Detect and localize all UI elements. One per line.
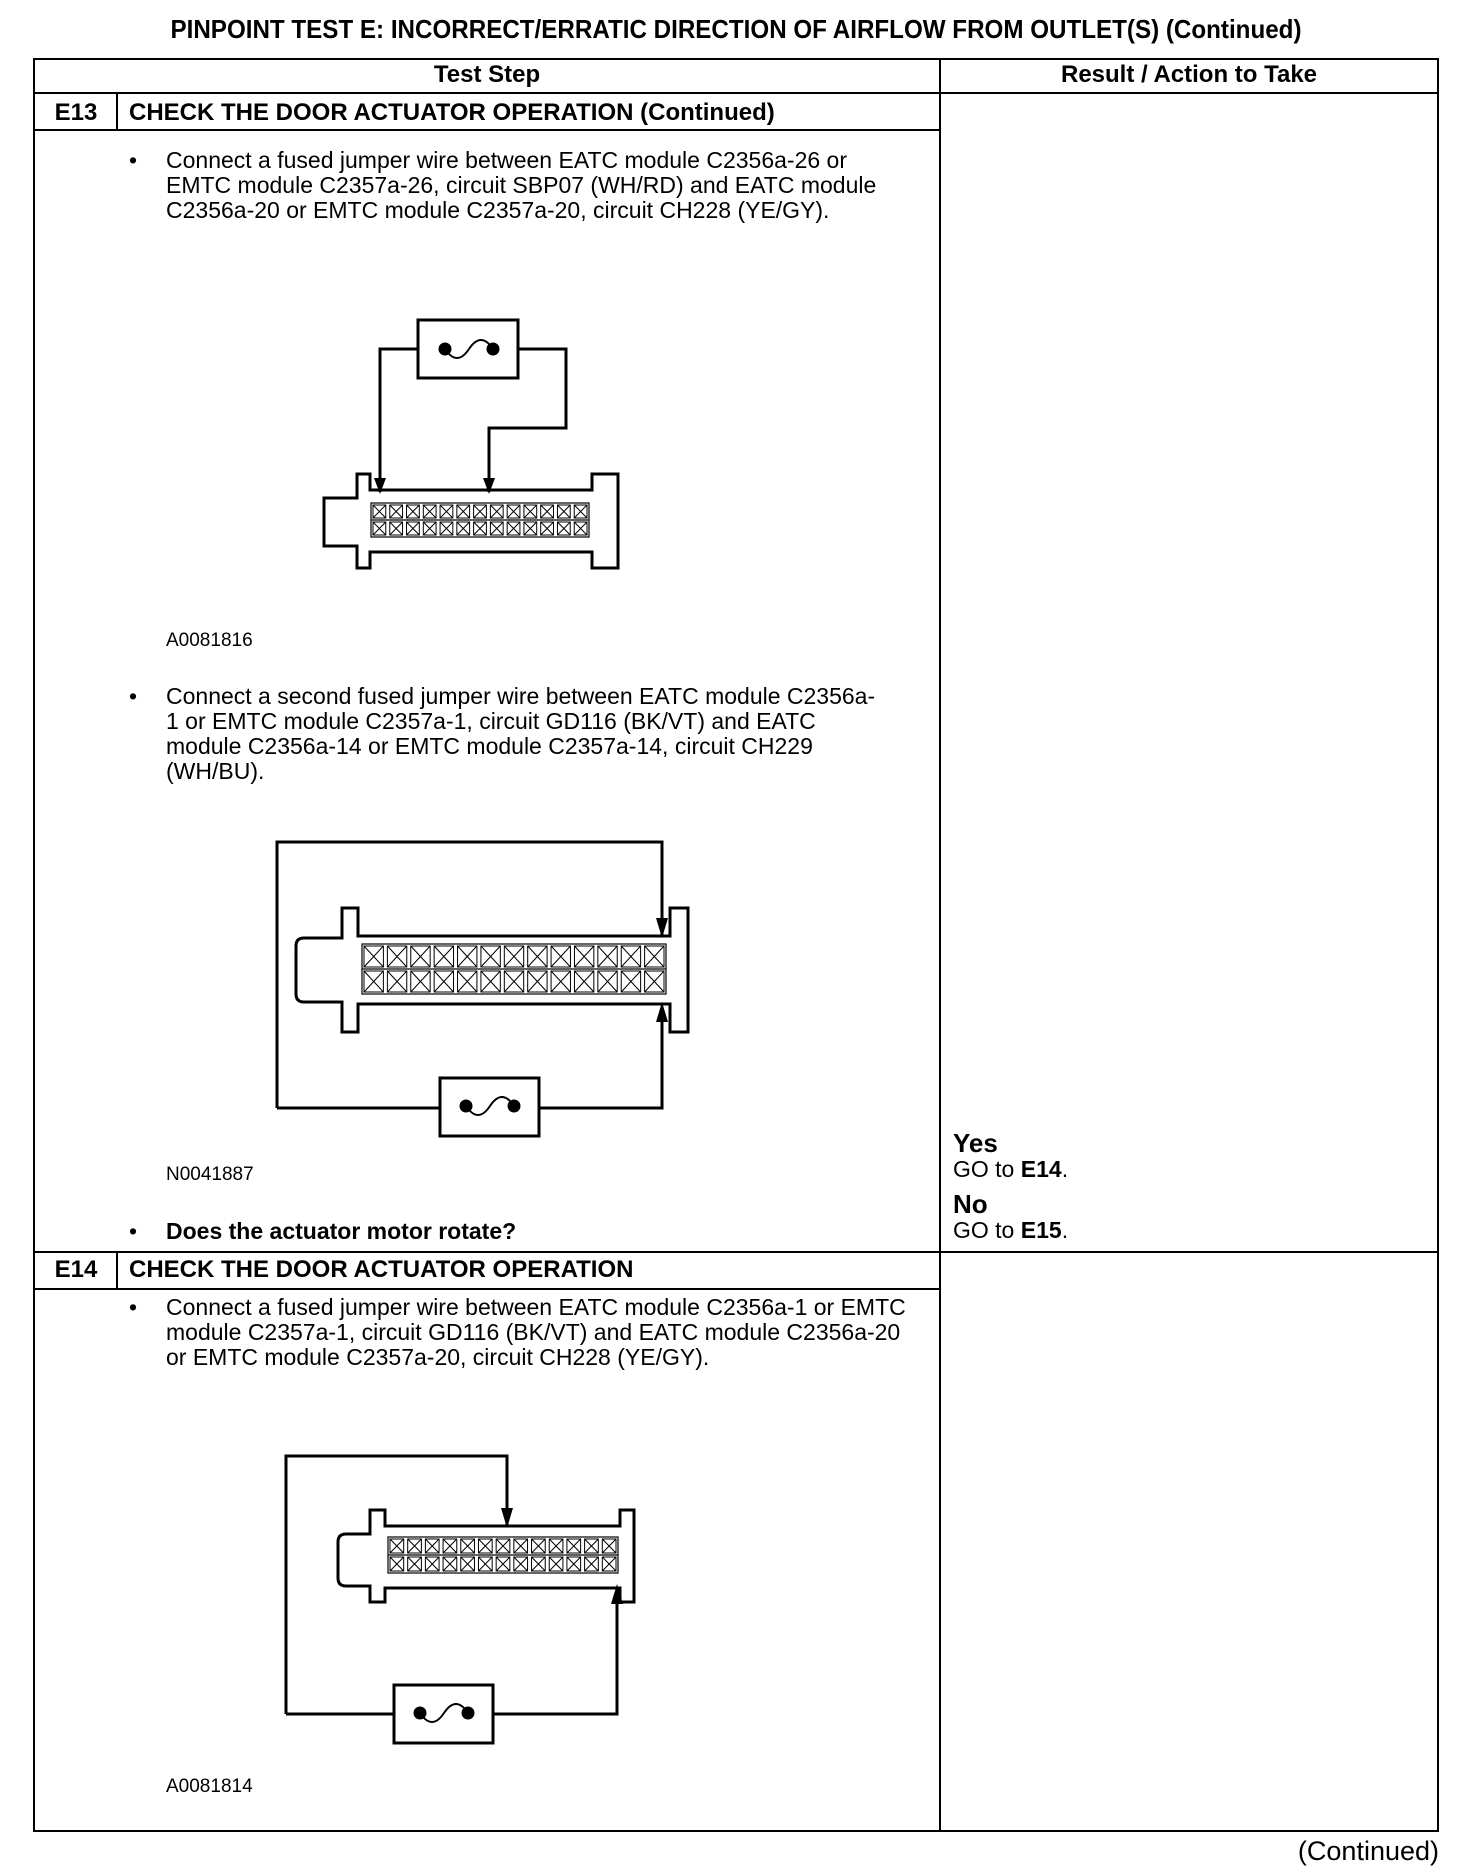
terminal-pin bbox=[434, 946, 453, 967]
terminal-pin bbox=[541, 505, 554, 518]
terminal-pin bbox=[507, 522, 520, 535]
terminal-pin bbox=[507, 505, 520, 518]
terminal-pin bbox=[585, 1539, 599, 1553]
terminal-pin bbox=[443, 1557, 457, 1571]
terminal-pin bbox=[457, 505, 470, 518]
jumper-wire bbox=[380, 349, 418, 492]
terminal-pin bbox=[411, 946, 430, 967]
terminal-pin bbox=[574, 971, 593, 992]
result-action: GO to bbox=[953, 1156, 1021, 1182]
page-title: PINPOINT TEST E: INCORRECT/ERRATIC DIRECTION OF AIRFLOW FROM OUTLET(S) (Continued) bbox=[170, 14, 1302, 44]
terminal-pin bbox=[504, 971, 523, 992]
terminal-pin bbox=[514, 1557, 528, 1571]
arrow-head bbox=[374, 478, 386, 494]
connector-body bbox=[324, 474, 618, 568]
terminal-pin bbox=[532, 1539, 546, 1553]
fuse-terminal bbox=[463, 1708, 473, 1718]
terminal-pin bbox=[621, 946, 640, 967]
step-title-e14: CHECK THE DOOR ACTUATOR OPERATION bbox=[129, 1256, 634, 1283]
fuse-symbol bbox=[420, 1704, 468, 1722]
fuse-terminal bbox=[488, 344, 498, 354]
terminal-pin bbox=[504, 946, 523, 967]
jumper-wire bbox=[493, 1588, 617, 1714]
terminal-pin bbox=[574, 946, 593, 967]
step-divider bbox=[33, 1251, 1439, 1253]
result-label: No bbox=[953, 1189, 988, 1219]
jumper-wire bbox=[286, 1456, 507, 1714]
terminal-pin bbox=[458, 946, 477, 967]
terminal-pin bbox=[387, 971, 406, 992]
fuse-symbol bbox=[445, 340, 493, 358]
terminal-pin bbox=[496, 1539, 510, 1553]
terminal-pin bbox=[645, 946, 664, 967]
terminal-pin bbox=[567, 1557, 581, 1571]
terminal-pin bbox=[496, 1557, 510, 1571]
terminal-pin bbox=[425, 1539, 439, 1553]
terminal-pin bbox=[598, 971, 617, 992]
bullet-text: Connect a fused jumper wire between EATC module C2356a-26 or EMTC module C2357a-26, circuit SBP07 (WH/RD) and EATC module C2356a-20 or EMTC module C2357a-20, circuit CH228 (YE/GY). bbox=[166, 147, 877, 223]
terminal-pin bbox=[574, 522, 587, 535]
terminal-pin bbox=[423, 505, 436, 518]
result-target-link[interactable]: E14 bbox=[1020, 1156, 1062, 1182]
terminal-grid bbox=[371, 503, 589, 537]
terminal-pin bbox=[457, 522, 470, 535]
terminal-pin bbox=[364, 971, 383, 992]
continued-note: (Continued) bbox=[1297, 1836, 1439, 1866]
terminal-pin bbox=[490, 522, 503, 535]
terminal-pin bbox=[390, 1539, 404, 1553]
terminal-pin bbox=[551, 971, 570, 992]
terminal-pin bbox=[481, 946, 500, 967]
terminal-pin bbox=[602, 1539, 616, 1553]
terminal-pin bbox=[645, 971, 664, 992]
figure-id-a0081816: A0081816 bbox=[166, 630, 253, 651]
terminal-pin bbox=[425, 1557, 439, 1571]
terminal-pin bbox=[557, 522, 570, 535]
step-id-e13: E13 bbox=[54, 99, 98, 126]
bullet-text: Connect a fused jumper wire between EATC module C2356a-1 or EMTC module C2357a-1, circuit GD116 (BK/VT) and EATC module C2356a-20 or EMTC module C2357a-20, circuit CH228 (YE/GY). bbox=[166, 1294, 906, 1370]
terminal-pin bbox=[408, 1539, 422, 1553]
bullet-e13-2 bbox=[129, 683, 886, 784]
terminal-pin bbox=[458, 971, 477, 992]
bullet-e14-1 bbox=[129, 1294, 916, 1370]
fuse-terminal bbox=[461, 1101, 471, 1111]
wire-arrows bbox=[501, 1508, 623, 1604]
terminal-pin bbox=[373, 505, 386, 518]
jumper-wire bbox=[489, 349, 566, 492]
figure-id-a0081814: A0081814 bbox=[166, 1776, 253, 1797]
terminal-pin bbox=[602, 1557, 616, 1571]
terminal-pin bbox=[532, 1557, 546, 1571]
terminal-pin bbox=[528, 971, 547, 992]
step-question-e13 bbox=[129, 1218, 517, 1245]
terminal-pin bbox=[524, 505, 537, 518]
terminal-pin bbox=[478, 1557, 492, 1571]
terminal-pin bbox=[390, 505, 403, 518]
bullet-marker: • bbox=[129, 1294, 138, 1320]
result-yes bbox=[953, 1130, 1068, 1182]
terminal-pin bbox=[567, 1539, 581, 1553]
fuse-terminal bbox=[415, 1708, 425, 1718]
step-id-e14: E14 bbox=[54, 1256, 98, 1283]
connector-body bbox=[338, 1510, 634, 1602]
terminal-grid bbox=[362, 944, 666, 994]
result-label: Yes bbox=[953, 1128, 998, 1158]
terminal-pin bbox=[541, 522, 554, 535]
terminal-pin bbox=[434, 971, 453, 992]
step-title-e13: CHECK THE DOOR ACTUATOR OPERATION (Continued) bbox=[129, 99, 775, 126]
bullet-marker: • bbox=[129, 1218, 138, 1244]
terminal-pin bbox=[574, 505, 587, 518]
terminal-pin bbox=[387, 946, 406, 967]
terminal-pin bbox=[478, 1539, 492, 1553]
terminal-pin bbox=[443, 1539, 457, 1553]
terminal-pin bbox=[440, 505, 453, 518]
bullet-marker: • bbox=[129, 683, 138, 709]
terminal-pin bbox=[481, 971, 500, 992]
header-result: Result / Action to Take bbox=[1060, 61, 1318, 88]
terminal-pin bbox=[423, 522, 436, 535]
terminal-pin bbox=[474, 522, 487, 535]
terminal-pin bbox=[474, 505, 487, 518]
terminal-pin bbox=[585, 1557, 599, 1571]
terminal-pin bbox=[551, 946, 570, 967]
terminal-pin bbox=[407, 522, 420, 535]
wire-arrows bbox=[374, 478, 495, 494]
step-title-divider-e14 bbox=[33, 1288, 941, 1290]
terminal-pin bbox=[528, 946, 547, 967]
bullet-text: Connect a second fused jumper wire between EATC module C2356a-1 or EMTC module C2357a-1, circuit GD116 (BK/VT) and EATC module C2356a-14 or EMTC module C2357a-14, circuit CH229 (WH/BU). bbox=[166, 683, 876, 784]
fuse-symbol bbox=[466, 1097, 514, 1115]
jumper-wire bbox=[539, 1009, 662, 1108]
terminal-pin bbox=[461, 1557, 475, 1571]
terminal-pin bbox=[364, 946, 383, 967]
jumper-wire bbox=[277, 842, 662, 1108]
terminal-pin bbox=[549, 1557, 563, 1571]
result-suffix: . bbox=[1061, 1156, 1069, 1182]
terminal-pin bbox=[390, 522, 403, 535]
terminal-pin bbox=[598, 946, 617, 967]
bullet-marker: • bbox=[129, 147, 138, 173]
terminal-pin bbox=[490, 505, 503, 518]
terminal-grid bbox=[388, 1537, 618, 1573]
terminal-pin bbox=[549, 1539, 563, 1553]
connector-body bbox=[296, 908, 688, 1032]
result-no bbox=[953, 1191, 1068, 1243]
terminal-pin bbox=[557, 505, 570, 518]
step-id-divider-e14 bbox=[116, 1251, 118, 1289]
terminal-pin bbox=[514, 1539, 528, 1553]
result-action: GO to bbox=[953, 1217, 1021, 1243]
figure-id-n0041887: N0041887 bbox=[166, 1164, 254, 1185]
question-text: Does the actuator motor rotate? bbox=[166, 1218, 517, 1244]
result-target-link[interactable]: E15 bbox=[1020, 1217, 1062, 1243]
terminal-pin bbox=[373, 522, 386, 535]
result-suffix: . bbox=[1061, 1217, 1069, 1243]
header-test-step: Test Step bbox=[433, 61, 541, 88]
terminal-pin bbox=[621, 971, 640, 992]
terminal-pin bbox=[440, 522, 453, 535]
terminal-pin bbox=[390, 1557, 404, 1571]
terminal-pin bbox=[408, 1557, 422, 1571]
fuse-terminal bbox=[509, 1101, 519, 1111]
terminal-pin bbox=[407, 505, 420, 518]
terminal-pin bbox=[411, 971, 430, 992]
terminal-pin bbox=[461, 1539, 475, 1553]
fuse-terminal bbox=[440, 344, 450, 354]
terminal-pin bbox=[524, 522, 537, 535]
arrow-head bbox=[483, 478, 495, 494]
